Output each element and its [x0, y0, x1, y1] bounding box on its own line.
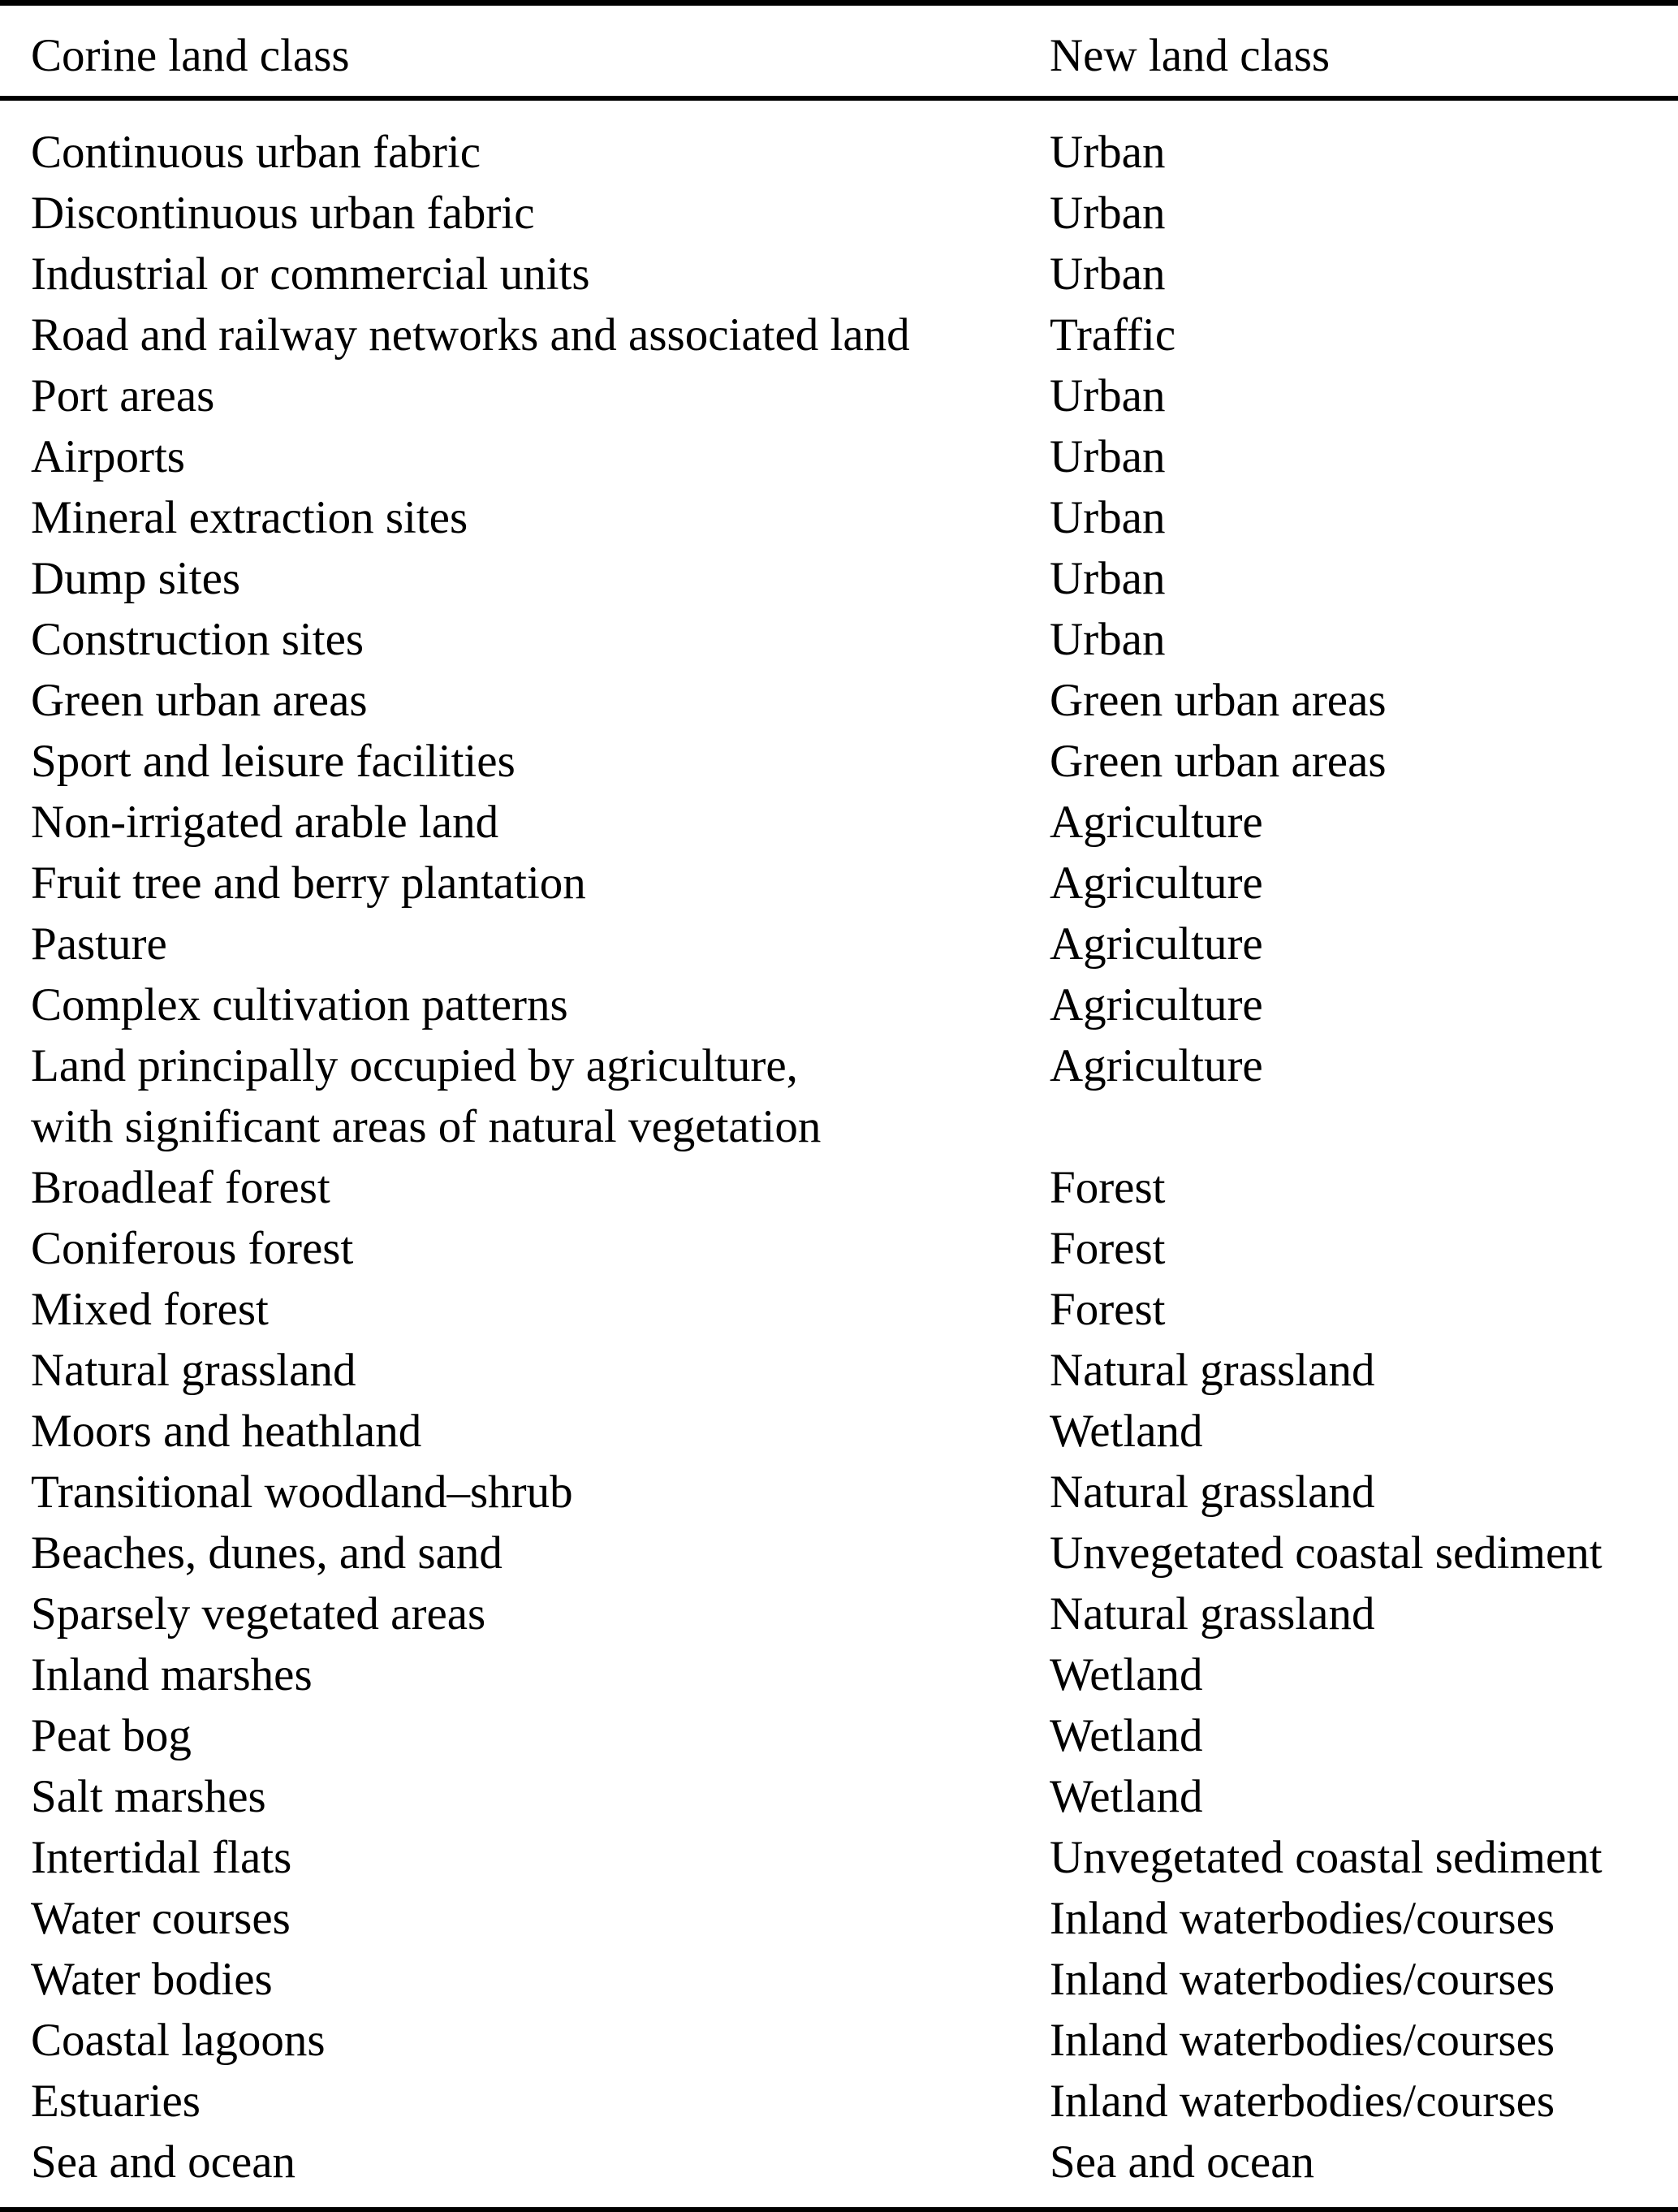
table-row: [31, 1888, 1678, 1949]
new-land-class-cell: Forest: [1050, 1284, 1166, 1335]
corine-land-class-cell: Fruit tree and berry plantation: [31, 858, 586, 909]
table-row: [31, 1523, 1678, 1583]
table-row: [31, 183, 1678, 244]
corine-land-class-cell: Coniferous forest: [31, 1223, 354, 1274]
new-land-class-cell: Inland waterbodies/courses: [1050, 1954, 1555, 2005]
table-row: [31, 1705, 1678, 1766]
corine-land-class-cell: Water bodies: [31, 1954, 273, 2005]
table-row: [31, 305, 1678, 365]
new-land-class-cell: Natural grassland: [1050, 1345, 1375, 1396]
new-land-class-cell: Urban: [1050, 614, 1166, 665]
corine-land-class-cell: Broadleaf forest: [31, 1162, 330, 1213]
table-row: [31, 1766, 1678, 1827]
table-row: [31, 914, 1678, 974]
header-new-land-class: New land class: [1050, 30, 1331, 81]
corine-land-class-cell: Mineral extraction sites: [31, 492, 468, 543]
new-land-class-cell: Agriculture: [1050, 979, 1263, 1030]
table-row: [31, 1462, 1678, 1523]
new-land-class-cell: Unvegetated coastal sediment: [1050, 1527, 1603, 1579]
corine-land-class-cell: Discontinuous urban fabric: [31, 188, 535, 239]
table-header-row: [0, 6, 1678, 96]
new-land-class-cell: Urban: [1050, 188, 1166, 239]
corine-land-class-cell: Mixed forest: [31, 1284, 269, 1335]
table-row: [31, 1340, 1678, 1401]
new-land-class-cell: Wetland: [1050, 1771, 1203, 1822]
table-top-rule: [0, 0, 1678, 6]
new-land-class-cell: Agriculture: [1050, 918, 1263, 970]
new-land-class-cell: Forest: [1050, 1223, 1166, 1274]
new-land-class-cell: Inland waterbodies/courses: [1050, 2015, 1555, 2066]
table-row: [31, 1157, 1678, 1218]
corine-land-class-cell: Sea and ocean: [31, 2136, 295, 2188]
new-land-class-cell: Agriculture: [1050, 1040, 1263, 1091]
table-row: [31, 853, 1678, 914]
table-row: [31, 426, 1678, 487]
new-land-class-cell: Urban: [1050, 492, 1166, 543]
table-row: [31, 1827, 1678, 1888]
table-row: [31, 1583, 1678, 1644]
corine-land-class-cell: Natural grassland: [31, 1345, 356, 1396]
table-row: [31, 670, 1678, 731]
corine-land-class-cell: Estuaries: [31, 2076, 201, 2127]
table-row: [31, 548, 1678, 609]
new-land-class-cell: Urban: [1050, 248, 1166, 300]
corine-land-class-cell: Industrial or commercial units: [31, 248, 590, 300]
table-row: [31, 365, 1678, 426]
new-land-class-cell: Urban: [1050, 431, 1166, 482]
corine-land-class-cell: Sport and leisure facilities: [31, 736, 515, 787]
table-row: [31, 122, 1678, 183]
corine-land-class-cell: Pasture: [31, 918, 167, 970]
corine-land-class-cell: Complex cultivation patterns: [31, 979, 568, 1030]
new-land-class-cell: Agriculture: [1050, 797, 1263, 848]
corine-land-class-cell: Moors and heathland: [31, 1406, 422, 1457]
corine-land-class-cell: Dump sites: [31, 553, 241, 604]
new-land-class-cell: Inland waterbodies/courses: [1050, 1893, 1555, 1944]
table-row: [31, 1218, 1678, 1279]
corine-land-class-cell: Water courses: [31, 1893, 291, 1944]
corine-land-class-cell: Continuous urban fabric: [31, 127, 481, 178]
corine-land-class-cell: Construction sites: [31, 614, 365, 665]
corine-land-class-cell: Intertidal flats: [31, 1832, 292, 1883]
corine-land-class-cell: Road and railway networks and associated land: [31, 309, 910, 361]
corine-land-class-cell: Transitional woodland–shrub: [31, 1467, 573, 1518]
new-land-class-cell: Natural grassland: [1050, 1467, 1375, 1518]
corine-land-class-cell: Land principally occupied by agriculture, with significant areas of natural vegetation: [31, 1040, 822, 1152]
new-land-class-cell: Green urban areas: [1050, 675, 1387, 726]
corine-land-class-cell: Green urban areas: [31, 675, 368, 726]
table-row: [31, 1035, 1678, 1157]
corine-land-class-cell: Peat bog: [31, 1710, 192, 1761]
new-land-class-cell: Wetland: [1050, 1406, 1203, 1457]
new-land-class-cell: Urban: [1050, 553, 1166, 604]
new-land-class-cell: Inland waterbodies/courses: [1050, 2076, 1555, 2127]
new-land-class-cell: Green urban areas: [1050, 736, 1387, 787]
new-land-class-cell: Urban: [1050, 370, 1166, 421]
corine-land-class-cell: Non-irrigated arable land: [31, 797, 499, 848]
table-row: [31, 609, 1678, 670]
table-row: [31, 2010, 1678, 2071]
table-row: [31, 1644, 1678, 1705]
corine-land-class-cell: Coastal lagoons: [31, 2015, 326, 2066]
new-land-class-cell: Traffic: [1050, 309, 1176, 361]
corine-land-class-cell: Beaches, dunes, and sand: [31, 1527, 503, 1579]
table-body: [0, 101, 1678, 2207]
corine-land-class-cell: Sparsely vegetated areas: [31, 1588, 486, 1640]
table-bottom-rule: [0, 2207, 1678, 2212]
table-row: [31, 1279, 1678, 1340]
table-row: [31, 731, 1678, 792]
new-land-class-cell: Agriculture: [1050, 858, 1263, 909]
table-row: [31, 244, 1678, 305]
table-row: [31, 2071, 1678, 2132]
table-row: [31, 974, 1678, 1035]
table-row: [31, 1949, 1678, 2010]
new-land-class-cell: Wetland: [1050, 1649, 1203, 1700]
new-land-class-cell: Forest: [1050, 1162, 1166, 1213]
new-land-class-cell: Unvegetated coastal sediment: [1050, 1832, 1603, 1883]
corine-land-class-cell: Inland marshes: [31, 1649, 313, 1700]
table-row: [31, 2132, 1678, 2193]
table-row: [31, 1401, 1678, 1462]
header-corine-land-class: Corine land class: [31, 30, 350, 81]
corine-land-class-cell: Salt marshes: [31, 1771, 266, 1822]
new-land-class-cell: Urban: [1050, 127, 1166, 178]
table-row: [31, 792, 1678, 853]
table-row: [31, 487, 1678, 548]
new-land-class-cell: Natural grassland: [1050, 1588, 1375, 1640]
corine-land-class-cell: Airports: [31, 431, 185, 482]
new-land-class-cell: Sea and ocean: [1050, 2136, 1314, 2188]
new-land-class-cell: Wetland: [1050, 1710, 1203, 1761]
corine-land-class-cell: Port areas: [31, 370, 215, 421]
